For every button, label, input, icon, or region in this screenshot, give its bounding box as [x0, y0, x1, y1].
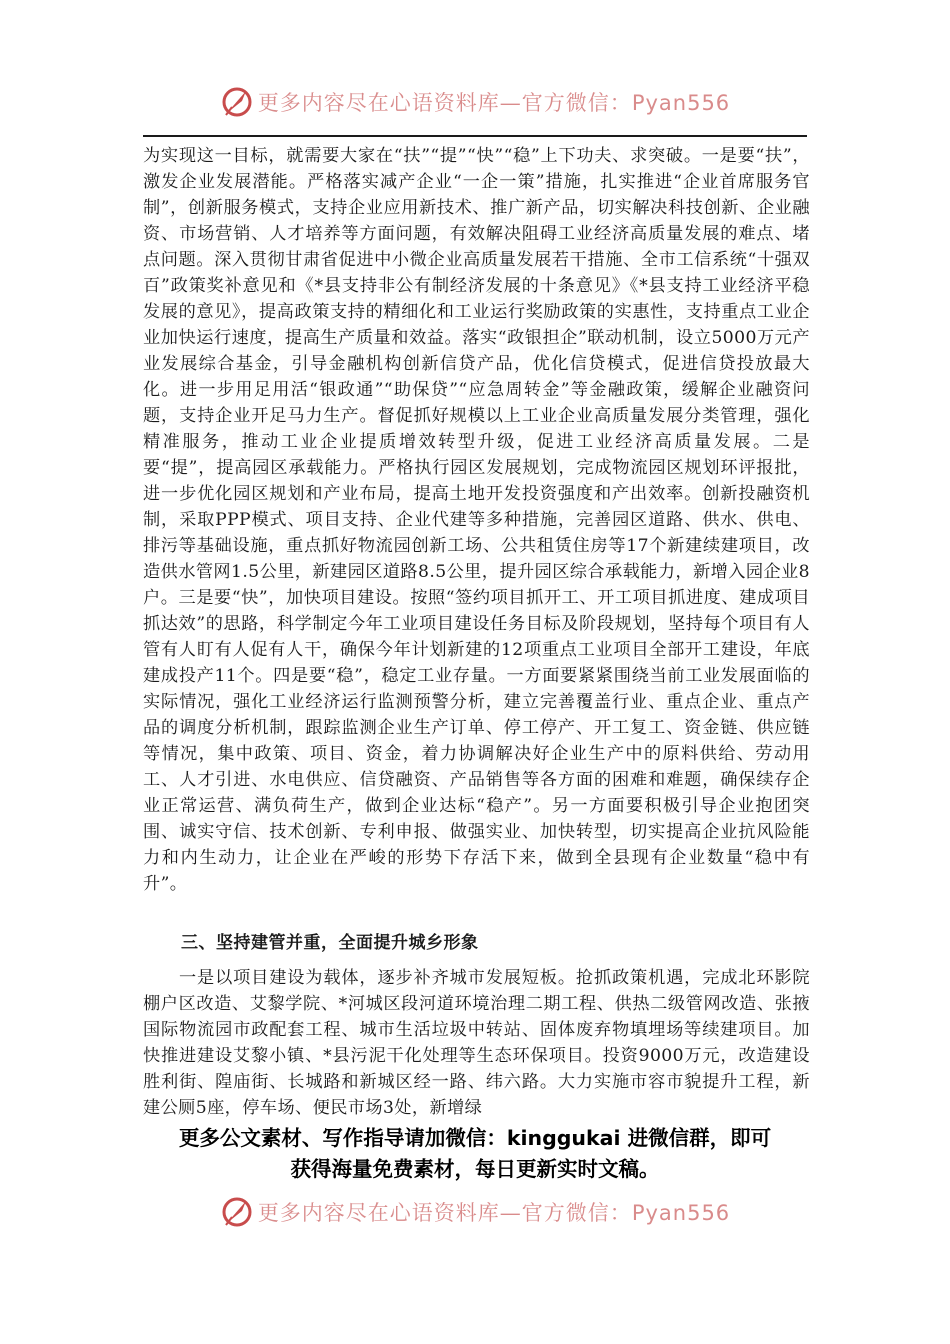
- footer-banner: [0, 1192, 950, 1232]
- header-banner-text: [258, 87, 730, 117]
- body-paragraph-1: [143, 143, 810, 897]
- header-divider: [143, 135, 807, 137]
- footer-banner-text: [258, 1197, 730, 1227]
- header-wechat-id: Pyan556: [631, 91, 731, 115]
- header-banner-label: 更多内容尽在心语资料库—官方微信：: [257, 91, 632, 115]
- promo-line-2: 获得海量免费素材，每日更新实时文稿。: [290, 1157, 660, 1181]
- promo-notice: [120, 1123, 830, 1185]
- paragraph-text: 为实现这一目标，就需要大家在“扶”“提”“快”“稳”上下功夫、求突破。一是要“扶”，激发企业发展潜能。严格落实减产企业“一企一策”措施，扎实推进“企业首席服务官制”，创新服务模式，支持企业应用新技术、推广新产品，切实解决科技创新、企业融资、市场营销、人才培养等方面问题，有效解决阻碍工业经济高质量发展的难点、堵点问题。深入贯彻甘肃省促进中小微企业高质量发展若干措施、全市工信系统“十强双百”政策奖补意见和《*县支持非公有制经济发展的十条意见》《*县支持工业经济平稳发展的意见》，提高政策支持的精细化和工业运行奖励政策的实惠性，支持重点工业企业加快运行速度，提高生产质量和效益。落实“政银担企”联动机制，设立5000万元产业发展综合基金，引导金融机构创新信贷产品，优化信贷模式，促进信贷投放最大化。进一步用足用活“银政通”“助保贷”“应急周转金”等金融政策，缓解企业融资问题，支持企业开足马力生产。督促抓好规模以上工业企业高质量发展分类管理，强化精准服务，推动工业企业提质增效转型升级，促进工业经济高质量发展。二是要“提”，提高园区承载能力。严格执行园区发展规划，完成物流园区规划环评报批，进一步优化园区规划和产业布局，提高土地开发投资强度和产出效率。创新投融资机制，采取PPP模式、项目支持、企业代建等多种措施，完善园区道路、供水、供电、排污等基础设施，重点抓好物流园创新工场、公共租赁住房等17个新建续建项目，改造供水管网1.5公里，新建园区道路8.5公里，提升园区综合承载能力，新增入园企业8户。三是要“快”，加快项目建设。按照“签约项目抓开工、开工项目抓进度、建成项目抓达效”的思路，科学制定今年工业项目建设任务目标及阶段规划，坚持每个项目有人管有人盯有人促有人干，确保今年计划新建的12项重点工业项目全部开工建设，年底建成投产11个。四是要“稳”，稳定工业存量。一方面要紧紧围绕当前工业发展面临的实际情况，强化工业经济运行监测预警分析，建立完善覆盖行业、重点企业、重点产品的调度分析机制，跟踪监测企业生产订单、停工停产、开工复工、资金链、供应链等情况，集中政策、项目、资金，着力协调解决好企业生产中的原料供给、劳动用工、人才引进、水电供应、信贷融资、产品销售等各方面的困难和难题，确保续存企业正常运营、满负荷生产，做到企业达标“稳产”。另一方面要积极引导企业抱团突围、诚实守信、技术创新、专利申报、做强实业、加快转型，切实提高企业抗风险能力和内生动力，让企业在严峻的形势下存活下来，做到全县现有企业数量“稳中有升”。: [143, 146, 810, 894]
- promo-line-1: 更多公文素材、写作指导请加微信：kinggukai 进微信群，即可: [178, 1126, 772, 1150]
- quill-logo-icon: [220, 1195, 254, 1229]
- header-banner: [0, 82, 950, 122]
- footer-banner-label: 更多内容尽在心语资料库—官方微信：: [257, 1201, 632, 1225]
- footer-wechat-id: Pyan556: [631, 1201, 731, 1225]
- body-paragraph-2: 一是以项目建设为载体，逐步补齐城市发展短板。抢抓政策机遇，完成北环影院棚户区改造、艾黎学院、*河城区段河道环境治理二期工程、供热二级管网改造、张掖国际物流园市政配套工程、城市生活垃圾中转站、固体废弃物填埋场等续建项目。加快推进建设艾黎小镇、*县污泥干化处理等生态环保项目。投资9000万元，改造建设胜利街、隍庙街、长城路和新城区经一路、纬六路。大力实施市容市貌提升工程，新建公厕5座，停车场、便民市场3处，新增绿: [143, 968, 810, 1118]
- quill-logo-icon: [220, 85, 254, 119]
- section-heading: 三、坚持建管并重，全面提升城乡形象: [181, 933, 479, 953]
